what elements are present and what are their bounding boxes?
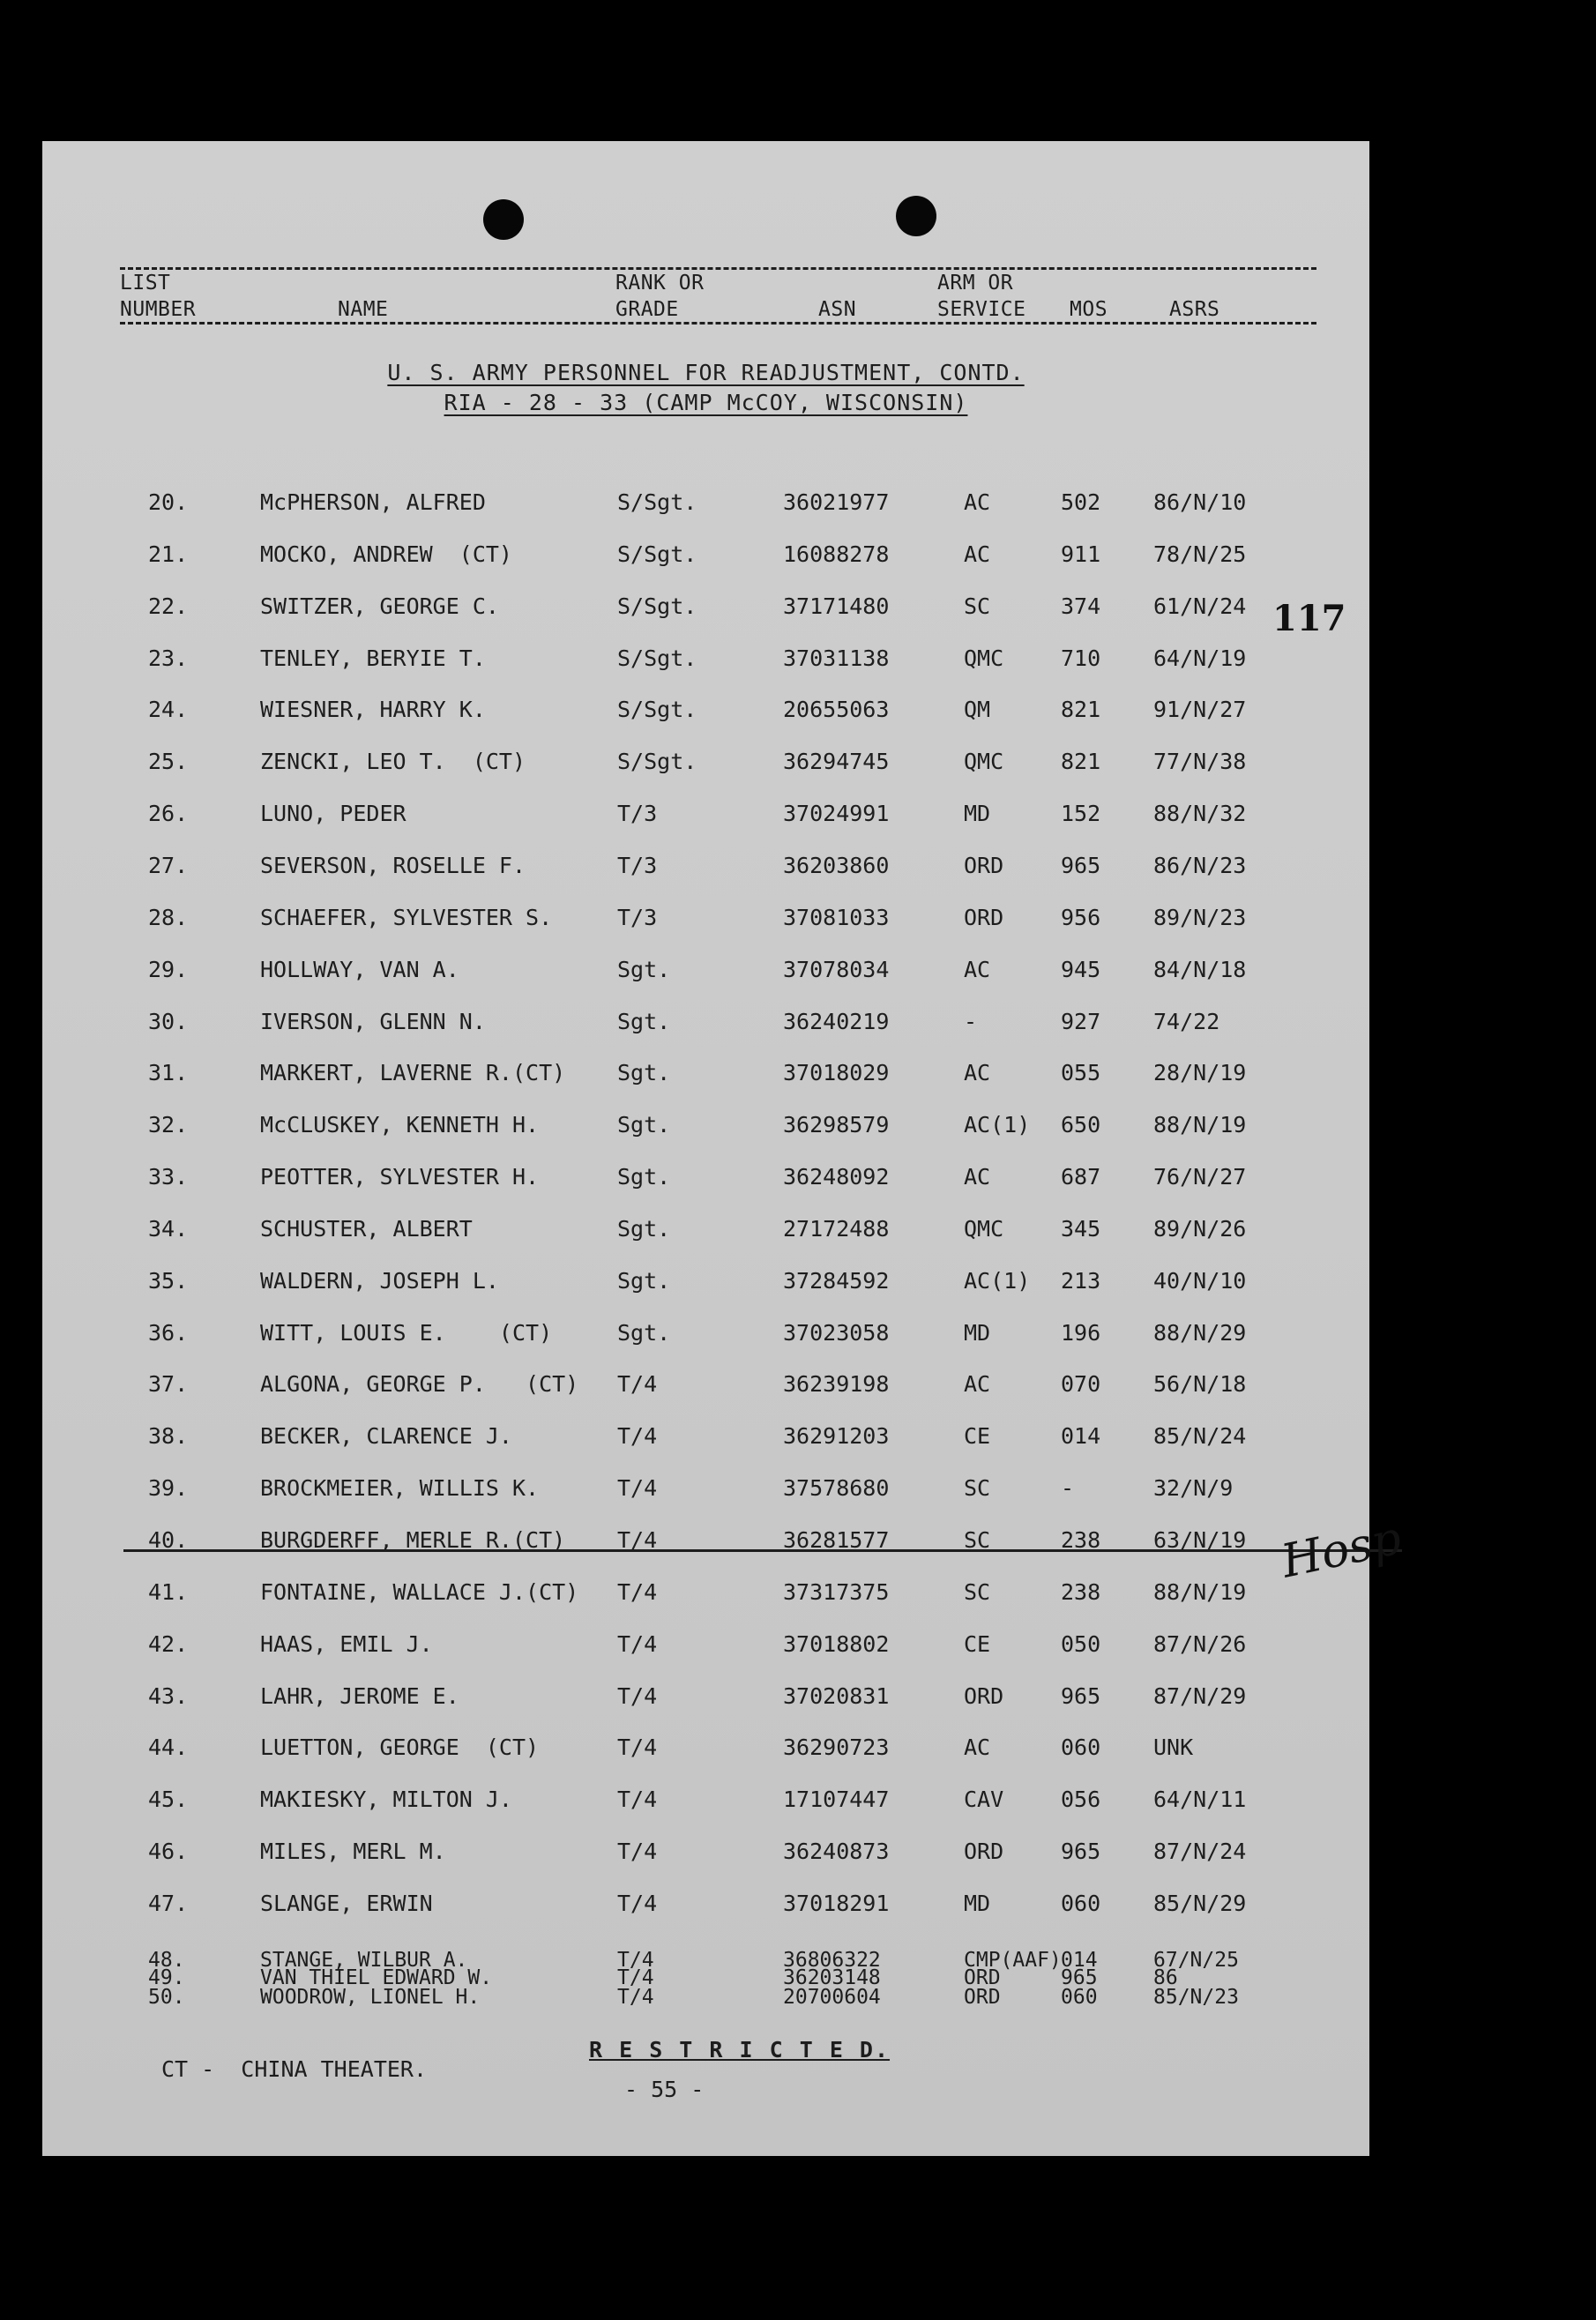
asn-cell: 37023058 bbox=[783, 1319, 890, 1346]
table-row bbox=[42, 1475, 1369, 1511]
arm-cell: CE bbox=[964, 1630, 991, 1657]
table-row bbox=[42, 1579, 1369, 1615]
arm-cell: ORD bbox=[964, 1986, 1001, 2009]
mos-cell: 502 bbox=[1061, 489, 1101, 515]
header-list-number: LIST NUMBER bbox=[120, 272, 197, 321]
header-arm: ARM OR SERVICE bbox=[937, 272, 1026, 321]
grade-cell: T/4 bbox=[617, 1787, 658, 1813]
list-number-cell: 43. bbox=[148, 1682, 189, 1709]
asn-cell: 36281577 bbox=[783, 1527, 890, 1553]
grade-cell: T/4 bbox=[617, 1986, 654, 2009]
footer-legend: CT - CHINA THEATER. bbox=[161, 2056, 428, 2082]
asrs-cell: 85/N/29 bbox=[1153, 1890, 1247, 1916]
arm-cell: AC(1) bbox=[964, 1112, 1031, 1138]
arm-cell: AC bbox=[964, 1060, 991, 1086]
asn-cell: 36021977 bbox=[783, 489, 890, 515]
asrs-cell: 88/N/32 bbox=[1153, 801, 1247, 827]
list-number-cell: 33. bbox=[148, 1164, 189, 1190]
name-cell: MOCKO, ANDREW (CT) bbox=[260, 541, 512, 567]
asrs-cell: 88/N/19 bbox=[1153, 1112, 1247, 1138]
asrs-cell: 78/N/25 bbox=[1153, 541, 1247, 567]
asrs-cell: 86/N/10 bbox=[1153, 489, 1247, 515]
arm-cell: AC bbox=[964, 1371, 991, 1398]
header-asn: ASN bbox=[818, 298, 857, 321]
asrs-cell: 85/N/23 bbox=[1153, 1986, 1239, 2009]
asn-cell: 37024991 bbox=[783, 801, 890, 827]
table-row bbox=[42, 1631, 1369, 1667]
name-cell: ALGONA, GEORGE P. (CT) bbox=[260, 1371, 579, 1398]
asn-cell: 37018029 bbox=[783, 1060, 890, 1086]
list-number-cell: 26. bbox=[148, 801, 189, 827]
asrs-cell: 89/N/26 bbox=[1153, 1215, 1247, 1242]
name-cell: LUETTON, GEORGE (CT) bbox=[260, 1734, 540, 1761]
asrs-cell: 87/N/26 bbox=[1153, 1630, 1247, 1657]
table-row bbox=[42, 1112, 1369, 1147]
grade-cell: Sgt. bbox=[617, 1164, 671, 1190]
grade-cell: Sgt. bbox=[617, 1060, 671, 1086]
list-number-cell: 21. bbox=[148, 541, 189, 567]
table-row bbox=[42, 1986, 1369, 2021]
arm-cell: AC(1) bbox=[964, 1267, 1031, 1294]
table-row bbox=[42, 489, 1369, 525]
asrs-cell: 88/N/29 bbox=[1153, 1319, 1247, 1346]
mos-cell: 965 bbox=[1061, 1839, 1101, 1865]
asn-cell: 36298579 bbox=[783, 1112, 890, 1138]
asn-cell: 36294745 bbox=[783, 749, 890, 775]
asn-cell: 36248092 bbox=[783, 1164, 890, 1190]
name-cell: VAN THIEL EDWARD W. bbox=[260, 1966, 493, 1989]
name-cell: IVERSON, GLENN N. bbox=[260, 1008, 486, 1034]
asn-cell: 36240219 bbox=[783, 1008, 890, 1034]
arm-cell: MD bbox=[964, 1890, 991, 1916]
mos-cell: 050 bbox=[1061, 1630, 1101, 1657]
grade-cell: T/4 bbox=[617, 1839, 658, 1865]
header-asrs: ASRS bbox=[1169, 298, 1220, 321]
asrs-cell: 67/N/25 bbox=[1153, 1949, 1239, 1972]
grade-cell: Sgt. bbox=[617, 1319, 671, 1346]
arm-cell: ORD bbox=[964, 1839, 1004, 1865]
header-top-rule bbox=[120, 267, 1316, 270]
list-number-cell: 48. bbox=[148, 1949, 185, 1972]
asrs-cell: UNK bbox=[1153, 1734, 1194, 1761]
mos-cell: 650 bbox=[1061, 1112, 1101, 1138]
list-number-cell: 35. bbox=[148, 1267, 189, 1294]
mos-cell: 927 bbox=[1061, 1008, 1101, 1034]
name-cell: SWITZER, GEORGE C. bbox=[260, 593, 499, 619]
grade-cell: T/4 bbox=[617, 1527, 658, 1553]
asn-cell: 37018291 bbox=[783, 1890, 890, 1916]
punch-hole bbox=[483, 199, 524, 240]
asrs-cell: 77/N/38 bbox=[1153, 749, 1247, 775]
name-cell: McCLUSKEY, KENNETH H. bbox=[260, 1112, 540, 1138]
list-number-cell: 34. bbox=[148, 1215, 189, 1242]
asrs-cell: 40/N/10 bbox=[1153, 1267, 1247, 1294]
list-number-cell: 39. bbox=[148, 1475, 189, 1502]
table-row bbox=[42, 1371, 1369, 1406]
asn-cell: 36290723 bbox=[783, 1734, 890, 1761]
name-cell: FONTAINE, WALLACE J.(CT) bbox=[260, 1578, 579, 1605]
table-row bbox=[42, 593, 1369, 629]
mos-cell: 821 bbox=[1061, 749, 1101, 775]
mos-cell: 956 bbox=[1061, 904, 1101, 930]
header-mos: MOS bbox=[1070, 298, 1108, 321]
asn-cell: 37081033 bbox=[783, 904, 890, 930]
asrs-cell: 76/N/27 bbox=[1153, 1164, 1247, 1190]
arm-cell: AC bbox=[964, 1164, 991, 1190]
name-cell: SCHAEFER, SYLVESTER S. bbox=[260, 904, 553, 930]
asrs-cell: 86/N/23 bbox=[1153, 852, 1247, 878]
asn-cell: 20655063 bbox=[783, 697, 890, 723]
asn-cell: 27172488 bbox=[783, 1215, 890, 1242]
asrs-cell: 86 bbox=[1153, 1966, 1178, 1989]
document-subtitle: RIA - 28 - 33 (CAMP McCOY, WISCONSIN) bbox=[444, 390, 968, 415]
list-number-cell: 20. bbox=[148, 489, 189, 515]
grade-cell: T/3 bbox=[617, 852, 658, 878]
arm-cell: AC bbox=[964, 956, 991, 982]
mos-cell: 060 bbox=[1061, 1890, 1101, 1916]
list-number-cell: 50. bbox=[148, 1986, 185, 2009]
grade-cell: Sgt. bbox=[617, 956, 671, 982]
asn-cell: 37078034 bbox=[783, 956, 890, 982]
asn-cell: 20700604 bbox=[783, 1986, 881, 2009]
asn-cell: 37171480 bbox=[783, 593, 890, 619]
page-number: - 55 - bbox=[624, 2077, 705, 2102]
grade-cell: T/4 bbox=[617, 1423, 658, 1450]
list-number-cell: 27. bbox=[148, 852, 189, 878]
margin-number: 117 bbox=[1272, 598, 1346, 639]
list-number-cell: 29. bbox=[148, 956, 189, 982]
header-bottom-rule bbox=[120, 322, 1316, 325]
name-cell: STANGE, WILBUR A. bbox=[260, 1949, 468, 1972]
list-number-cell: 32. bbox=[148, 1112, 189, 1138]
mos-cell: 014 bbox=[1061, 1423, 1101, 1450]
table-row bbox=[42, 1527, 1369, 1563]
document-title: U. S. ARMY PERSONNEL FOR READJUSTMENT, CONTD. bbox=[387, 360, 1025, 385]
name-cell: MAKIESKY, MILTON J. bbox=[260, 1787, 512, 1813]
asrs-cell: 85/N/24 bbox=[1153, 1423, 1247, 1450]
grade-cell: S/Sgt. bbox=[617, 593, 697, 619]
name-cell: WIESNER, HARRY K. bbox=[260, 697, 486, 723]
table-row bbox=[42, 1009, 1369, 1044]
name-cell: SLANGE, ERWIN bbox=[260, 1890, 433, 1916]
arm-cell: QMC bbox=[964, 749, 1004, 775]
mos-cell: 374 bbox=[1061, 593, 1101, 619]
list-number-cell: 49. bbox=[148, 1966, 185, 1989]
list-number-cell: 38. bbox=[148, 1423, 189, 1450]
asrs-cell: 88/N/19 bbox=[1153, 1578, 1247, 1605]
table-row bbox=[42, 1320, 1369, 1355]
arm-cell: CAV bbox=[964, 1787, 1004, 1813]
arm-cell: - bbox=[964, 1008, 978, 1034]
table-row bbox=[42, 645, 1369, 681]
grade-cell: T/4 bbox=[617, 1371, 658, 1398]
asrs-cell: 56/N/18 bbox=[1153, 1371, 1247, 1398]
mos-cell: 060 bbox=[1061, 1986, 1098, 2009]
grade-cell: Sgt. bbox=[617, 1215, 671, 1242]
mos-cell: 238 bbox=[1061, 1527, 1101, 1553]
arm-cell: ORD bbox=[964, 1966, 1001, 1989]
name-cell: BROCKMEIER, WILLIS K. bbox=[260, 1475, 540, 1502]
arm-cell: MD bbox=[964, 801, 991, 827]
asrs-cell: 91/N/27 bbox=[1153, 697, 1247, 723]
table-row bbox=[42, 697, 1369, 732]
table-row bbox=[42, 1216, 1369, 1251]
grade-cell: T/4 bbox=[617, 1682, 658, 1709]
arm-cell: SC bbox=[964, 1527, 991, 1553]
mos-cell: - bbox=[1061, 1475, 1075, 1502]
table-row bbox=[42, 749, 1369, 784]
mos-cell: 911 bbox=[1061, 541, 1101, 567]
table-row bbox=[42, 1268, 1369, 1303]
arm-cell: SC bbox=[964, 1578, 991, 1605]
table-row bbox=[42, 1734, 1369, 1770]
asrs-cell: 74/22 bbox=[1153, 1008, 1220, 1034]
asn-cell: 37018802 bbox=[783, 1630, 890, 1657]
table-row bbox=[42, 1060, 1369, 1095]
asrs-cell: 87/N/29 bbox=[1153, 1682, 1247, 1709]
asrs-cell: 64/N/19 bbox=[1153, 645, 1247, 671]
grade-cell: T/4 bbox=[617, 1475, 658, 1502]
asn-cell: 36806322 bbox=[783, 1949, 881, 1972]
arm-cell: CE bbox=[964, 1423, 991, 1450]
mos-cell: 196 bbox=[1061, 1319, 1101, 1346]
grade-cell: T/3 bbox=[617, 904, 658, 930]
table-row bbox=[42, 957, 1369, 992]
mos-cell: 687 bbox=[1061, 1164, 1101, 1190]
arm-cell: QMC bbox=[964, 1215, 1004, 1242]
name-cell: McPHERSON, ALFRED bbox=[260, 489, 486, 515]
name-cell: HOLLWAY, VAN A. bbox=[260, 956, 459, 982]
list-number-cell: 40. bbox=[148, 1527, 189, 1553]
arm-cell: QMC bbox=[964, 645, 1004, 671]
list-number-cell: 44. bbox=[148, 1734, 189, 1761]
arm-cell: AC bbox=[964, 1734, 991, 1761]
asn-cell: 36239198 bbox=[783, 1371, 890, 1398]
list-number-cell: 25. bbox=[148, 749, 189, 775]
table-row bbox=[42, 1891, 1369, 1926]
list-number-cell: 41. bbox=[148, 1578, 189, 1605]
arm-cell: ORD bbox=[964, 1682, 1004, 1709]
mos-cell: 821 bbox=[1061, 697, 1101, 723]
table-row bbox=[42, 1164, 1369, 1199]
mos-cell: 965 bbox=[1061, 1966, 1098, 1989]
mos-cell: 060 bbox=[1061, 1734, 1101, 1761]
name-cell: MILES, MERL M. bbox=[260, 1839, 446, 1865]
restricted-stamp: R E S T R I C T E D. bbox=[589, 2037, 891, 2063]
table-row bbox=[42, 801, 1369, 836]
asn-cell: 36203860 bbox=[783, 852, 890, 878]
asn-cell: 37020831 bbox=[783, 1682, 890, 1709]
arm-cell: MD bbox=[964, 1319, 991, 1346]
name-cell: SCHUSTER, ALBERT bbox=[260, 1215, 473, 1242]
table-row bbox=[42, 905, 1369, 940]
asrs-cell: 64/N/11 bbox=[1153, 1787, 1247, 1813]
mos-cell: 238 bbox=[1061, 1578, 1101, 1605]
header-name: NAME bbox=[338, 298, 389, 321]
grade-cell: T/3 bbox=[617, 801, 658, 827]
arm-cell: CMP(AAF) bbox=[964, 1949, 1062, 1972]
asn-cell: 36240873 bbox=[783, 1839, 890, 1865]
grade-cell: S/Sgt. bbox=[617, 541, 697, 567]
handwritten-note: Hosp bbox=[1277, 1511, 1406, 1589]
asrs-cell: 84/N/18 bbox=[1153, 956, 1247, 982]
table-row bbox=[42, 1839, 1369, 1874]
arm-cell: ORD bbox=[964, 904, 1004, 930]
asrs-cell: 89/N/23 bbox=[1153, 904, 1247, 930]
grade-cell: S/Sgt. bbox=[617, 489, 697, 515]
name-cell: LUNO, PEDER bbox=[260, 801, 406, 827]
list-number-cell: 22. bbox=[148, 593, 189, 619]
strikethrough-line bbox=[123, 1549, 1402, 1552]
grade-cell: T/4 bbox=[617, 1890, 658, 1916]
mos-cell: 710 bbox=[1061, 645, 1101, 671]
asn-cell: 37317375 bbox=[783, 1578, 890, 1605]
table-row bbox=[42, 1423, 1369, 1458]
arm-cell: ORD bbox=[964, 852, 1004, 878]
mos-cell: 152 bbox=[1061, 801, 1101, 827]
list-number-cell: 37. bbox=[148, 1371, 189, 1398]
name-cell: WALDERN, JOSEPH L. bbox=[260, 1267, 499, 1294]
table-row bbox=[42, 1787, 1369, 1822]
grade-cell: S/Sgt. bbox=[617, 645, 697, 671]
grade-cell: Sgt. bbox=[617, 1267, 671, 1294]
list-number-cell: 46. bbox=[148, 1839, 189, 1865]
grade-cell: T/4 bbox=[617, 1966, 654, 1989]
name-cell: TENLEY, BERYIE T. bbox=[260, 645, 486, 671]
list-number-cell: 23. bbox=[148, 645, 189, 671]
name-cell: BURGDERFF, MERLE R.(CT) bbox=[260, 1527, 566, 1553]
grade-cell: T/4 bbox=[617, 1578, 658, 1605]
asn-cell: 37578680 bbox=[783, 1475, 890, 1502]
arm-cell: SC bbox=[964, 593, 991, 619]
name-cell: WITT, LOUIS E. (CT) bbox=[260, 1319, 553, 1346]
asn-cell: 37284592 bbox=[783, 1267, 890, 1294]
name-cell: LAHR, JEROME E. bbox=[260, 1682, 459, 1709]
name-cell: ZENCKI, LEO T. (CT) bbox=[260, 749, 526, 775]
grade-cell: Sgt. bbox=[617, 1112, 671, 1138]
grade-cell: T/4 bbox=[617, 1630, 658, 1657]
asn-cell: 37031138 bbox=[783, 645, 890, 671]
name-cell: HAAS, EMIL J. bbox=[260, 1630, 433, 1657]
asrs-cell: 61/N/24 bbox=[1153, 593, 1247, 619]
table-row bbox=[42, 1683, 1369, 1719]
asrs-cell: 63/N/19 bbox=[1153, 1527, 1247, 1553]
arm-cell: AC bbox=[964, 489, 991, 515]
list-number-cell: 24. bbox=[148, 697, 189, 723]
asn-cell: 17107447 bbox=[783, 1787, 890, 1813]
asn-cell: 16088278 bbox=[783, 541, 890, 567]
asrs-cell: 28/N/19 bbox=[1153, 1060, 1247, 1086]
asn-cell: 36291203 bbox=[783, 1423, 890, 1450]
mos-cell: 070 bbox=[1061, 1371, 1101, 1398]
list-number-cell: 36. bbox=[148, 1319, 189, 1346]
name-cell: PEOTTER, SYLVESTER H. bbox=[260, 1164, 540, 1190]
table-row bbox=[42, 541, 1369, 577]
grade-cell: T/4 bbox=[617, 1734, 658, 1761]
asrs-cell: 32/N/9 bbox=[1153, 1475, 1234, 1502]
mos-cell: 213 bbox=[1061, 1267, 1101, 1294]
list-number-cell: 47. bbox=[148, 1890, 189, 1916]
grade-cell: S/Sgt. bbox=[617, 749, 697, 775]
punch-hole bbox=[896, 196, 936, 236]
mos-cell: 055 bbox=[1061, 1060, 1101, 1086]
name-cell: BECKER, CLARENCE J. bbox=[260, 1423, 512, 1450]
mos-cell: 945 bbox=[1061, 956, 1101, 982]
grade-cell: T/4 bbox=[617, 1949, 654, 1972]
document-page bbox=[42, 141, 1406, 2156]
list-number-cell: 31. bbox=[148, 1060, 189, 1086]
mos-cell: 345 bbox=[1061, 1215, 1101, 1242]
grade-cell: S/Sgt. bbox=[617, 697, 697, 723]
grade-cell: Sgt. bbox=[617, 1008, 671, 1034]
arm-cell: QM bbox=[964, 697, 991, 723]
list-number-cell: 28. bbox=[148, 904, 189, 930]
asrs-cell: 87/N/24 bbox=[1153, 1839, 1247, 1865]
mos-cell: 014 bbox=[1061, 1949, 1098, 1972]
list-number-cell: 45. bbox=[148, 1787, 189, 1813]
name-cell: WOODROW, LIONEL H. bbox=[260, 1986, 481, 2009]
asn-cell: 36203148 bbox=[783, 1966, 881, 1989]
arm-cell: AC bbox=[964, 541, 991, 567]
mos-cell: 056 bbox=[1061, 1787, 1101, 1813]
name-cell: SEVERSON, ROSELLE F. bbox=[260, 852, 526, 878]
header-rank: RANK OR GRADE bbox=[615, 272, 705, 321]
mos-cell: 965 bbox=[1061, 1682, 1101, 1709]
arm-cell: SC bbox=[964, 1475, 991, 1502]
name-cell: MARKERT, LAVERNE R.(CT) bbox=[260, 1060, 566, 1086]
table-row bbox=[42, 853, 1369, 888]
list-number-cell: 30. bbox=[148, 1008, 189, 1034]
mos-cell: 965 bbox=[1061, 852, 1101, 878]
list-number-cell: 42. bbox=[148, 1630, 189, 1657]
